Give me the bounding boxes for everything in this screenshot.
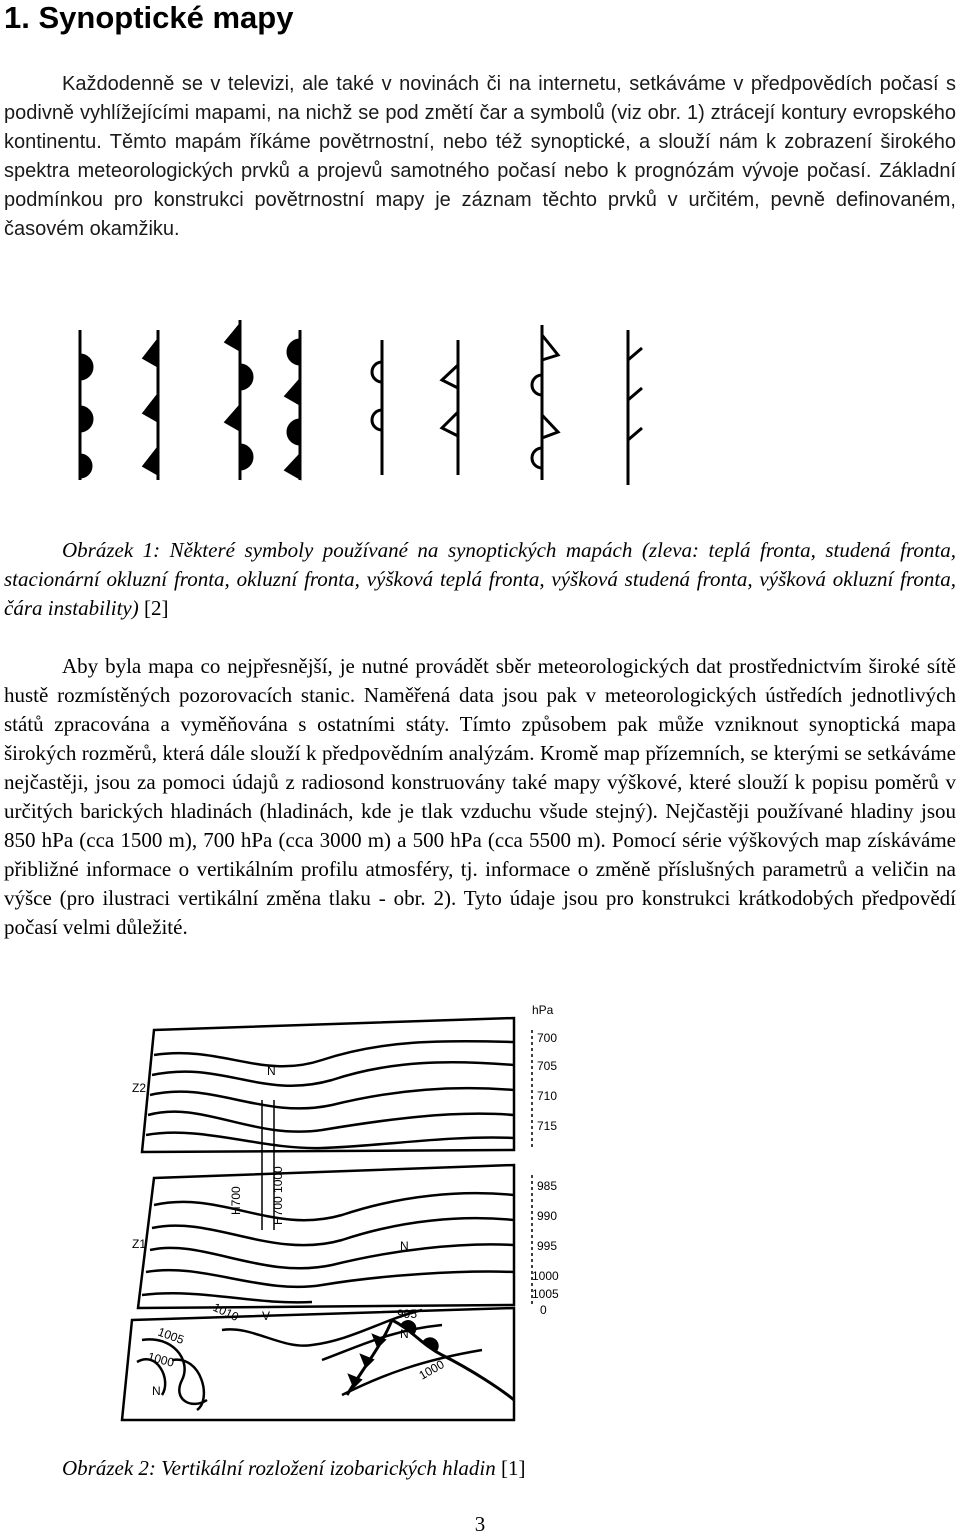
upper-level-plane [142, 1018, 514, 1152]
map-label-n-lower: N [400, 1239, 409, 1253]
figure2-caption-text: Obrázek 2: Vertikální rozložení izobarických hladin [62, 1456, 496, 1480]
level-z2-label: Z2 [132, 1081, 147, 1095]
scale-1005: 1005 [532, 1287, 559, 1301]
map-label-v: V [262, 1309, 271, 1323]
front-symbols-figure [60, 300, 720, 510]
figure1-caption [4, 536, 956, 623]
map-label-n-upper: N [267, 1064, 276, 1078]
main-paragraph: Aby byla mapa co nejpřesnější, je nutné provádět sběr meteorologických dat prostřednictvím široké sítě hustě rozmístěných pozorovacích stanic. Naměřená data jsou pak v meteorologických ústředích jednotlivých států zpracována a vyměňována s ostatními státy. Tímto způsobem pak může vzniknout synoptická mapa širokých rozměrů, která dále slouží k předpovědním analýzám. Kromě map přízemních, se kterými se setkáváme nejčastěji, jsou za pomoci údajů z radiosond konstruovány také mapy výškové, které slouží k popisu poměrů v určitých barických hladinách (hladinách, kde je tlak vzduchu všude stejný). Nejčastěji používané hladiny jsou 850 hPa (cca 1500 m), 700 hPa (cca 3000 m) a 500 hPa (cca 5500 m). Pomocí série výškových map získáváme přibližné informace o vertikálním profilu atmosféry, tj. informace o změně příslušných parametrů a veličin na výšce (pro ilustraci vertikální změna tlaku - obr. 2). Tyto údaje jsou pro konstrukci krátkodobých předpovědí počasí velmi důležité. [4, 654, 956, 939]
scale-715: 715 [537, 1119, 558, 1133]
height-label-left: H700 [229, 1186, 243, 1215]
scale-985: 985 [537, 1179, 558, 1193]
scale-1000: 1000 [532, 1269, 559, 1283]
isobar-label-995: 995 [397, 1307, 418, 1321]
upper-cold-front-symbol [442, 340, 458, 475]
isobar-label-1000-left: 1000 [146, 1349, 176, 1370]
scale-705: 705 [537, 1059, 558, 1073]
map-label-n-front: N [400, 1327, 409, 1341]
occluded-front-symbol [286, 330, 300, 480]
section-heading: 1. Synoptické mapy [4, 0, 294, 35]
isobar-label-1000-right: 1000 [416, 1357, 447, 1383]
height-label-right: H700 1000 [271, 1166, 285, 1225]
figure2-caption [4, 1454, 956, 1483]
upper-occluded-front-symbol [532, 325, 558, 480]
surface-plane [122, 1308, 514, 1420]
page-number: 3 [474, 1512, 486, 1536]
scale-0: 0 [540, 1303, 547, 1317]
isobar-label-1010: 1010 [210, 1300, 241, 1325]
scale-995: 995 [537, 1239, 558, 1253]
upper-warm-front-symbol [372, 340, 382, 475]
figure1-caption-ref: [2] [144, 596, 169, 620]
scale-990: 990 [537, 1209, 558, 1223]
instability-line-symbol [628, 330, 642, 485]
isobar-label-1005: 1005 [155, 1324, 186, 1347]
lower-level-plane [138, 1165, 514, 1308]
figure2-caption-ref: [1] [501, 1456, 526, 1480]
warm-front-symbol [80, 330, 92, 480]
scale-700: 700 [537, 1031, 558, 1045]
scale-710: 710 [537, 1089, 558, 1103]
cold-front-symbol [144, 330, 158, 480]
stationary-occluded-front-symbol [226, 320, 252, 480]
intro-paragraph: Každodenně se v televizi, ale také v novinách či na internetu, setkáváme v předpovědích počasí s podivně vyhlížejícími mapami, na nichž se pod změtí čar a symbolů (viz obr. 1) ztrácejí kontury evropského kontinentu. Těmto mapám říkáme povětrnostní, nebo též synoptické, a slouží nám k zobrazení širokého spektra meteorologických prvků a projevů samotného počasí nebo k prognózám vývoje počasí. Základní podmínkou pro konstrukci povětrnostní mapy je záznam těchto prvků v určitém, pevně definovaném, časovém okamžiku. [4, 73, 956, 240]
map-label-n-bottom: N [152, 1384, 161, 1398]
level-z1-label: Z1 [132, 1237, 147, 1251]
isobaric-levels-figure [62, 1000, 592, 1425]
unit-label: hPa [532, 1003, 554, 1017]
figure1-caption-text: Obrázek 1: Některé symboly používané na synoptických mapách (zleva: teplá fronta, studená fronta, stacionární okluzní fronta, okluzní fronta, výšková teplá fronta, výšková studená fronta, výšková okluzní fronta, čára instability) [4, 538, 956, 620]
